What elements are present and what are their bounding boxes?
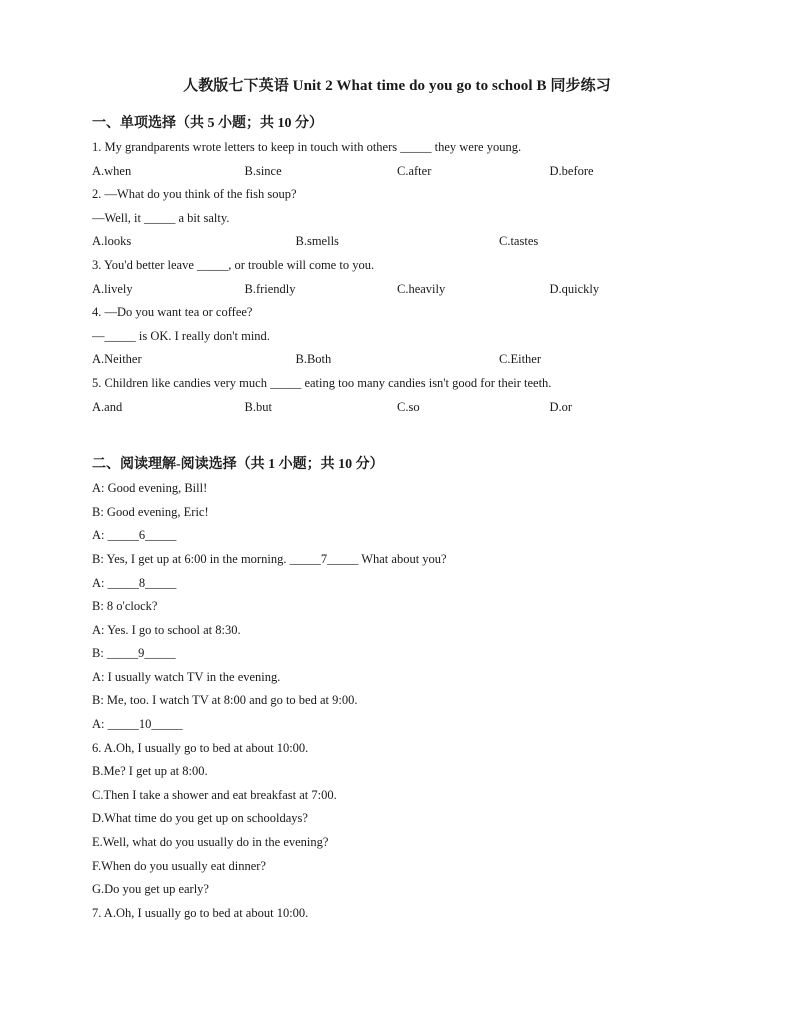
question-stem: 1. My grandparents wrote letters to keep in touch with others _____ they were young.	[92, 140, 522, 154]
answer-options	[92, 160, 712, 184]
dialogue-line: B: _____9_____	[92, 646, 176, 661]
answer-choice: D.What time do you get up on schooldays?	[92, 811, 308, 826]
dialogue-line: A: I usually watch TV in the evening.	[92, 669, 281, 684]
dialogue-line: A: Good evening, Bill!	[92, 481, 208, 496]
worksheet-content	[92, 112, 712, 925]
answer-choice: C.Then I take a shower and eat breakfast at 7:00.	[92, 787, 337, 802]
option-a: A.and	[92, 399, 123, 414]
answer-options	[92, 230, 712, 254]
option-d: D.before	[549, 163, 594, 178]
answer-choice: B.Me? I get up at 8:00.	[92, 764, 208, 779]
dialogue-line: A: _____10_____	[92, 717, 183, 732]
option-b: B.but	[244, 399, 272, 414]
option-c: C.heavily	[397, 281, 446, 296]
option-b: B.friendly	[244, 281, 296, 296]
option-b: B.Both	[295, 352, 332, 367]
answer-choice: 6. A.Oh, I usually go to bed at about 10:00.	[92, 740, 309, 755]
page-title: 人教版七下英语 Unit 2 What time do you go to school B 同步练习	[183, 78, 611, 94]
question-stem: —_____ is OK. I really don't mind.	[92, 328, 270, 343]
answer-choice: F.When do you usually eat dinner?	[92, 858, 266, 873]
section-heading-reading: 二、阅读理解-阅读选择（共 1 小题；共 10 分）	[92, 457, 384, 473]
dialogue-line: B: Me, too. I watch TV at 8:00 and go to bed at 9:00.	[92, 693, 358, 708]
dialogue-line: B: 8 o'clock?	[92, 599, 158, 614]
option-a: A.lively	[92, 281, 133, 296]
option-a: A.when	[92, 163, 132, 178]
answer-choice: E.Well, what do you usually do in the evening?	[92, 835, 329, 850]
question-stem: 4. —Do you want tea or coffee?	[92, 305, 253, 320]
question-stem: 3. You'd better leave _____, or trouble will come to you.	[92, 257, 375, 272]
option-d: D.or	[549, 399, 573, 414]
option-c: C.tastes	[499, 234, 539, 249]
option-a: A.looks	[92, 234, 132, 249]
dialogue-line: B: Yes, I get up at 6:00 in the morning. _____7_____ What about you?	[92, 551, 447, 566]
option-b: B.since	[244, 163, 282, 178]
answer-options	[92, 348, 712, 372]
question-stem: 5. Children like candies very much _____ eating too many candies isn't good for their teeth.	[92, 375, 552, 390]
answer-options	[92, 396, 712, 420]
question-stem: —Well, it _____ a bit salty.	[92, 210, 230, 225]
section-spacer	[92, 419, 712, 453]
option-c: C.after	[397, 163, 432, 178]
answer-choice: G.Do you get up early?	[92, 882, 209, 897]
section-heading-single-choice: 一、单项选择（共 5 小题；共 10 分）	[92, 116, 323, 131]
dialogue-line: A: _____6_____	[92, 528, 177, 543]
dialogue-line: B: Good evening, Eric!	[92, 504, 209, 519]
option-c: C.Either	[499, 352, 542, 367]
answer-choice: 7. A.Oh, I usually go to bed at about 10:00.	[92, 905, 309, 920]
option-a: A.Neither	[92, 352, 142, 367]
option-b: B.smells	[295, 234, 339, 249]
question-stem: 2. —What do you think of the fish soup?	[92, 187, 297, 202]
dialogue-line: A: _____8_____	[92, 575, 177, 590]
dialogue-block	[92, 477, 712, 925]
answer-options	[92, 278, 712, 302]
option-d: D.quickly	[549, 281, 600, 296]
option-c: C.so	[397, 399, 420, 414]
dialogue-line: A: Yes. I go to school at 8:30.	[92, 622, 241, 637]
